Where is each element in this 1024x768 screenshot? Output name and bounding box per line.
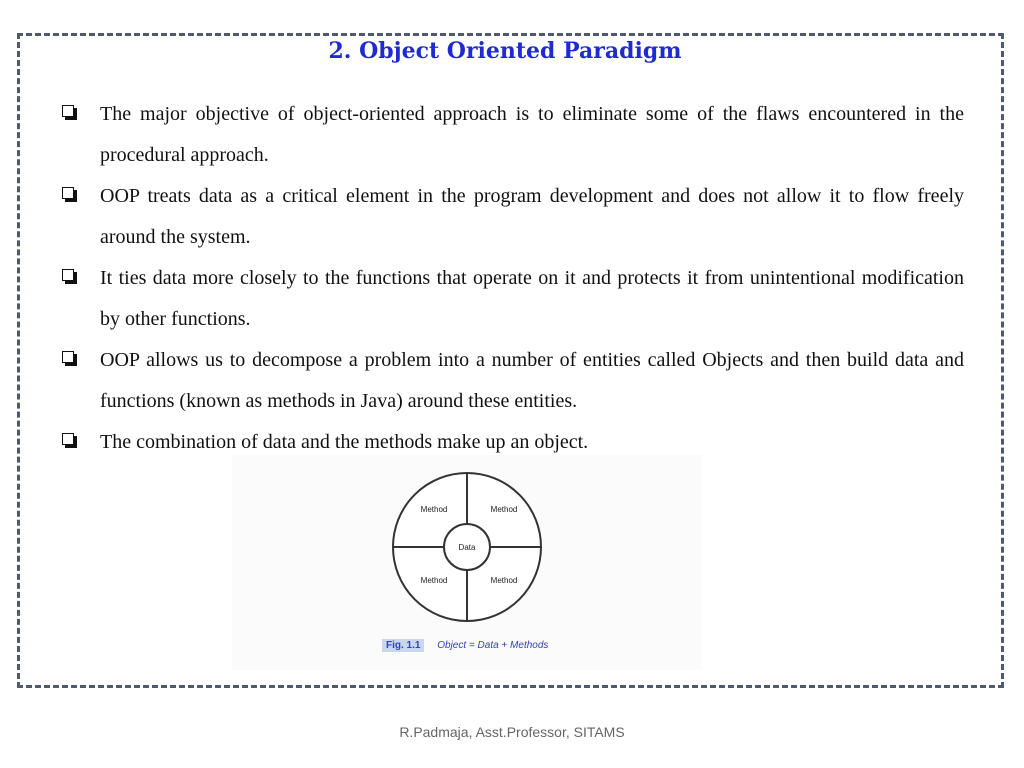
bullet-list bbox=[62, 94, 964, 463]
figure-number: Fig. 1.1 bbox=[382, 639, 424, 652]
object-diagram-svg bbox=[232, 455, 702, 670]
bullet-item bbox=[62, 340, 964, 422]
quadrant-label: Method bbox=[420, 505, 448, 514]
bullet-text: It ties data more closely to the functions that operate on it and protects it from unintentional modification by other functions. bbox=[100, 267, 964, 330]
slide-title: 2. Object Oriented Paradigm bbox=[328, 38, 682, 64]
quadrant-label: Method bbox=[490, 576, 518, 585]
checkbox-bullet-icon bbox=[62, 105, 74, 117]
figure-caption-text: Object = Data + Methods bbox=[437, 640, 549, 651]
bullet-text: The combination of data and the methods make up an object. bbox=[100, 431, 589, 453]
quadrant-label: Method bbox=[420, 576, 448, 585]
bullet-text: The major objective of object-oriented approach is to eliminate some of the flaws encountered in the procedural approach. bbox=[100, 103, 964, 166]
bullet-item bbox=[62, 94, 964, 176]
checkbox-bullet-icon bbox=[62, 269, 74, 281]
center-label: Data bbox=[458, 543, 476, 552]
bullet-item bbox=[62, 258, 964, 340]
footer-credit: R.Padmaja, Asst.Professor, SITAMS bbox=[399, 724, 625, 740]
bullet-text: OOP treats data as a critical element in the program development and does not allow it to flow freely around the system. bbox=[100, 185, 964, 248]
bullet-item bbox=[62, 176, 964, 258]
checkbox-bullet-icon bbox=[62, 351, 74, 363]
figure-caption bbox=[382, 640, 548, 651]
object-diagram bbox=[232, 455, 702, 670]
quadrant-label: Method bbox=[490, 505, 518, 514]
checkbox-bullet-icon bbox=[62, 433, 74, 445]
bullet-text: OOP allows us to decompose a problem into a number of entities called Objects and then build data and functions (known as methods in Java) around these entities. bbox=[100, 349, 964, 412]
checkbox-bullet-icon bbox=[62, 187, 74, 199]
